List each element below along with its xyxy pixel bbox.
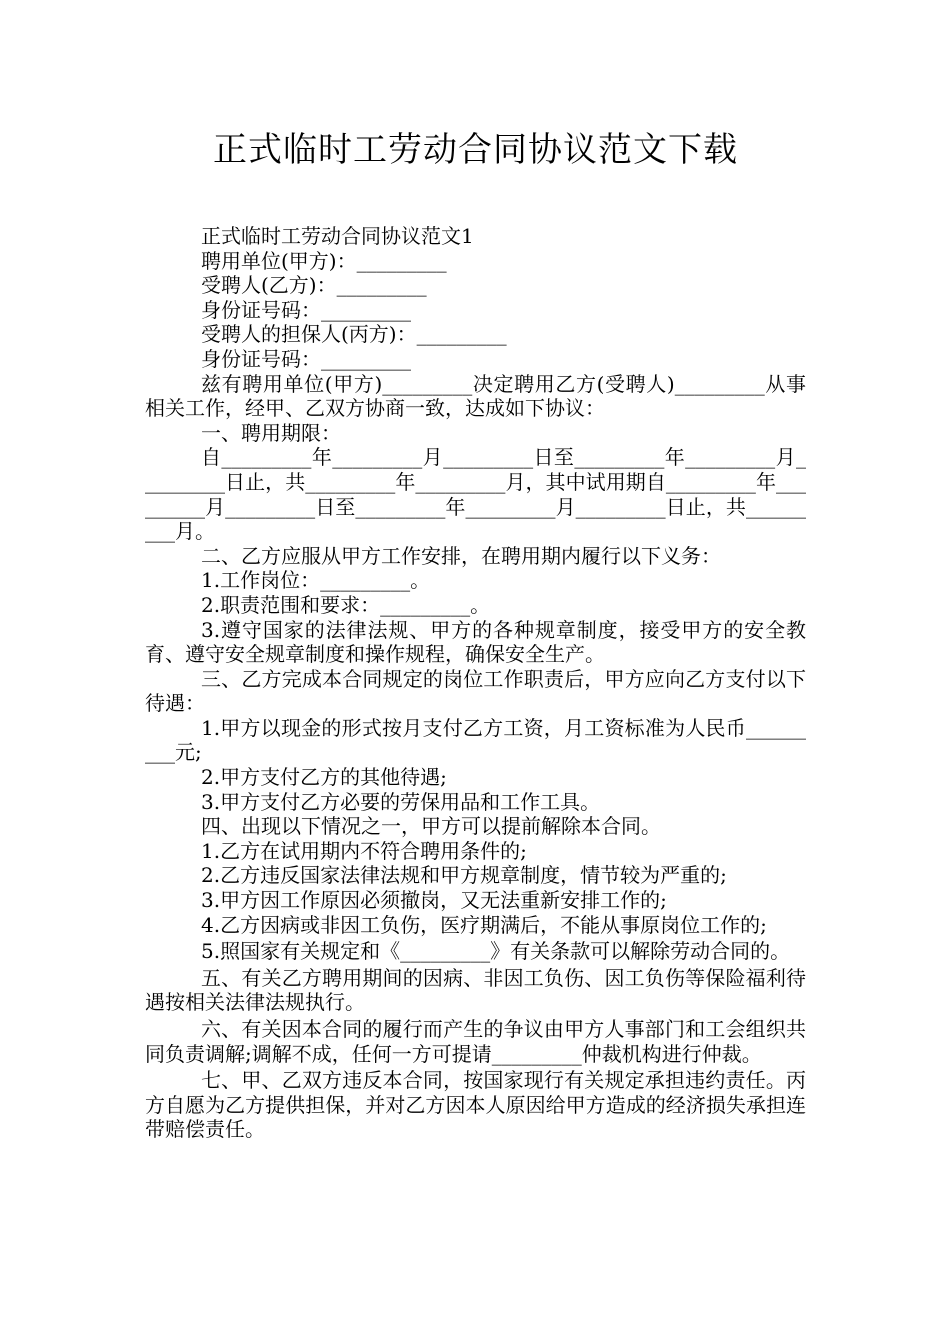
clause-heading-term: 一、聘用期限：: [201, 420, 341, 445]
clause-heading-termination: 四、出现以下情况之一，甲方可以提前解除本合同。: [201, 814, 661, 839]
section-heading: 正式临时工劳动合同协议范文1: [201, 224, 474, 248]
termination-item: 4.乙方因病或非因工负伤，医疗期满后，不能从事原岗位工作的;: [201, 912, 767, 937]
termination-item: 2.乙方违反国家法律法规和甲方规章制度，情节较为严重的;: [201, 863, 727, 888]
guarantor-field: 受聘人的担保人(丙方)：_________: [201, 322, 507, 347]
duty-item: 1.工作岗位：_________。: [201, 568, 431, 593]
duty-item: 3.遵守国家的法律法规、甲方的各种规章制度，接受甲方的安全教育、遵守安全规章制度和操作规程，确保安全生产。: [145, 617, 806, 667]
pay-item: 1.甲方以现金的形式按月支付乙方工资，月工资标准为人民币_________元;: [145, 715, 806, 765]
clause-liability: 七、甲、乙双方违反本合同，按国家现行有关规定承担违约责任。丙方自愿为乙方提供担保，并对乙方因本人原因给甲方造成的经济损失承担连带赔偿责任。: [145, 1068, 806, 1142]
document-title: 正式临时工劳动合同协议范文下载: [213, 130, 738, 170]
clause-heading-pay: 三、乙方完成本合同规定的岗位工作职责后，甲方应向乙方支付以下待遇：: [145, 666, 806, 716]
pay-item: 3.甲方支付乙方必要的劳保用品和工作工具。: [201, 789, 601, 814]
employee-field: 受聘人(乙方)：_________: [201, 273, 427, 298]
employer-field: 聘用单位(甲方)：_________: [201, 248, 447, 273]
term-paragraph: 自_________年_________月_________日至_________年_________月_________日止，共_________年_________月，其中试用期自_________年_________月_________日至_________年_________月_________日止，共_________月。: [145, 445, 806, 544]
pay-item: 2.甲方支付乙方的其他待遇;: [201, 765, 447, 790]
termination-item: 1.乙方在试用期内不符合聘用条件的;: [201, 838, 527, 863]
termination-item: 5.照国家有关规定和《_________》有关条款可以解除劳动合同的。: [201, 939, 791, 964]
clause-heading-duties: 二、乙方应服从甲方工作安排，在聘用期内履行以下义务：: [201, 543, 721, 568]
guarantor-id-field: 身份证号码：_________: [201, 346, 411, 371]
document-body: [145, 224, 806, 1142]
duty-item: 2.职责范围和要求：_________。: [201, 592, 491, 617]
clause-insurance: 五、有关乙方聘用期间的因病、非因工负伤、因工负伤等保险福利待遇按相关法律法规执行。: [145, 965, 806, 1015]
termination-item: 3.甲方因工作原因必须撤岗，又无法重新安排工作的;: [201, 888, 667, 913]
preamble-paragraph: 兹有聘用单位(甲方)_________决定聘用乙方(受聘人)_________从事相关工作，经甲、乙双方协商一致，达成如下协议：: [145, 371, 806, 421]
employee-id-field: 身份证号码：_________: [201, 297, 411, 322]
clause-dispute: 六、有关因本合同的履行而产生的争议由甲方人事部门和工会组织共同负责调解;调解不成，任何一方可提请_________仲裁机构进行仲裁。: [145, 1017, 806, 1066]
